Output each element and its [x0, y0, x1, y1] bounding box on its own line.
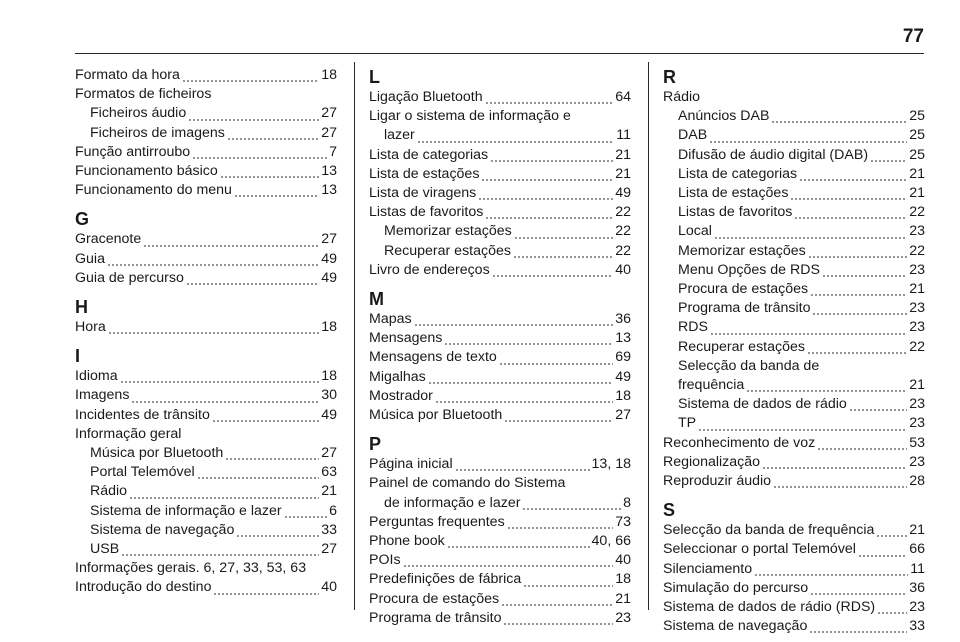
- entry-term: Lista de estações: [678, 185, 789, 202]
- dot-leader: [225, 458, 319, 460]
- entry-page-ref: 21: [909, 165, 925, 182]
- entry-page-ref: 27: [615, 407, 631, 424]
- index-entry: [663, 579, 925, 598]
- index-entry: [369, 513, 631, 532]
- index-entry: [369, 88, 631, 107]
- entry-page-ref: 22: [615, 204, 631, 221]
- dot-leader: [220, 176, 319, 178]
- dot-leader: [455, 469, 590, 471]
- entry-page-ref: 66: [909, 541, 925, 558]
- dot-leader: [817, 448, 907, 450]
- dot-leader: [188, 119, 319, 121]
- entry-page-ref: 22: [909, 204, 925, 221]
- index-subentry: [663, 222, 925, 241]
- dot-leader: [790, 198, 907, 200]
- index-entry: Informações gerais. 6, 27, 33, 53, 63: [75, 560, 307, 577]
- index-entry: [75, 181, 337, 200]
- entry-term: Mostrador: [369, 387, 433, 404]
- entry-term: Introdução do destino: [75, 579, 212, 596]
- dot-leader: [877, 612, 907, 614]
- entry-page-ref: 40: [321, 579, 337, 596]
- entry-term: Selecção da banda de frequência: [663, 522, 875, 539]
- entry-term: Guia: [75, 250, 105, 267]
- dot-leader: [698, 429, 907, 431]
- dot-leader: [754, 574, 908, 576]
- dot-leader: [417, 141, 615, 143]
- dot-leader: [492, 275, 614, 277]
- entry-page-ref: 27: [321, 541, 337, 558]
- dot-leader: [858, 555, 907, 557]
- entry-term: Página inicial: [369, 456, 453, 473]
- entry-term: Mapas: [369, 311, 412, 328]
- entry-page-ref: 33: [909, 618, 925, 635]
- index-subentry: [663, 165, 925, 184]
- index-entry: [663, 560, 925, 579]
- dot-leader: [447, 546, 590, 548]
- column-divider: [648, 62, 649, 610]
- index-letter-heading: I: [75, 346, 81, 367]
- entry-term: Funcionamento básico: [75, 163, 218, 180]
- entry-page-ref: 22: [909, 338, 925, 355]
- entry-term: de informação e lazer: [384, 494, 521, 511]
- index-entry: [75, 66, 337, 85]
- index-subentry: [663, 280, 925, 299]
- index-subentry: [663, 414, 925, 433]
- index-subentry: [663, 126, 925, 145]
- index-entry: [369, 348, 631, 367]
- dot-leader: [414, 324, 614, 326]
- entry-page-ref: 27: [321, 445, 337, 462]
- index-entry: [75, 230, 337, 249]
- entry-page-ref: 13: [321, 163, 337, 180]
- dot-leader: [490, 160, 613, 162]
- index-column-1: [75, 66, 337, 598]
- dot-leader: [481, 179, 613, 181]
- dot-leader: [234, 195, 319, 197]
- index-subentry: [663, 395, 925, 414]
- entry-term: USB: [90, 541, 120, 558]
- index-entry: [75, 318, 337, 337]
- index-entry: [663, 617, 925, 636]
- entry-term: Função antirroubo: [75, 143, 191, 160]
- entry-term: Programa de trânsito: [369, 609, 502, 626]
- dot-leader: [435, 401, 613, 403]
- entry-term: Lista de categorias: [678, 165, 798, 182]
- dot-leader: [501, 604, 613, 606]
- dot-leader: [522, 508, 621, 510]
- dot-leader: [444, 343, 613, 345]
- entry-term: Anúncios DAB: [678, 108, 770, 125]
- index-entry: [369, 551, 631, 570]
- entry-term: Incidentes de trânsito: [75, 406, 210, 423]
- entry-term: TP: [678, 415, 697, 432]
- index-entry: [369, 406, 631, 425]
- index-letter-heading: R: [663, 67, 676, 87]
- index-subentry: [75, 540, 337, 559]
- entry-term: Seleccionar o portal Telemóvel: [663, 541, 856, 558]
- dot-leader: [771, 121, 907, 123]
- entry-term: Guia de percurso: [75, 269, 184, 286]
- index-entry: [663, 521, 925, 540]
- dot-leader: [485, 217, 613, 219]
- entry-term: lazer: [384, 127, 415, 144]
- index-entry: [75, 406, 337, 425]
- entry-term: Sistema de informação e lazer: [90, 502, 282, 519]
- entry-page-ref: 18: [615, 571, 631, 588]
- entry-term: Procura de estações: [369, 590, 500, 607]
- index-entry: [369, 609, 631, 628]
- dot-leader: [809, 631, 907, 633]
- entry-term: Programa de trânsito: [678, 300, 811, 317]
- entry-term: Perguntas frequentes: [369, 513, 505, 530]
- index-entry: [369, 590, 631, 609]
- entry-page-ref: 49: [321, 269, 337, 286]
- entry-term: Hora: [75, 319, 106, 336]
- entry-term: Menu Opções de RDS: [678, 261, 820, 278]
- entry-page-ref: 21: [321, 483, 337, 500]
- dot-leader: [212, 420, 319, 422]
- index-entry: [369, 261, 631, 280]
- entry-page-ref: 21: [615, 590, 631, 607]
- index-subentry: [663, 338, 925, 357]
- entry-page-ref: 22: [909, 242, 925, 259]
- entry-term: Reconhecimento de voz: [663, 434, 816, 451]
- index-subentry: [663, 299, 925, 318]
- entry-term: Memorizar estações: [678, 242, 806, 259]
- entry-page-ref: 21: [909, 522, 925, 539]
- entry-term: Local: [678, 223, 712, 240]
- index-letter-heading: L: [369, 67, 380, 87]
- dot-leader: [523, 585, 613, 587]
- entry-term: Lista de viragens: [369, 185, 477, 202]
- index-entry: [369, 368, 631, 387]
- dot-leader: [507, 527, 614, 529]
- dot-leader: [810, 294, 907, 296]
- entry-term: Listas de favoritos: [678, 204, 793, 221]
- index-subentry: [75, 124, 337, 143]
- index-entry: [369, 329, 631, 348]
- index-entry: [75, 143, 337, 162]
- entry-page-ref: 23: [909, 415, 925, 432]
- dot-leader: [192, 157, 327, 159]
- index-entry: [75, 578, 337, 597]
- dot-leader: [799, 179, 907, 181]
- index-subentry: [369, 222, 631, 241]
- index-entry: [369, 146, 631, 165]
- index-letter-heading: H: [75, 297, 88, 318]
- index-column-3: [663, 66, 925, 636]
- index-letter-heading: M: [369, 289, 384, 310]
- entry-term: Reproduzir áudio: [663, 473, 772, 490]
- index-entry: [369, 203, 631, 222]
- entry-page-ref: 7: [329, 143, 337, 160]
- dot-leader: [485, 102, 614, 104]
- entry-term: Silenciamento: [663, 560, 753, 577]
- entry-term: Música por Bluetooth: [369, 407, 503, 424]
- entry-page-ref: 36: [615, 311, 631, 328]
- index-subentry: [75, 104, 337, 123]
- index-entry: [663, 472, 925, 491]
- entry-page-ref: 33: [321, 521, 337, 538]
- entry-page-ref: 23: [909, 453, 925, 470]
- entry-term: Sistema de dados de rádio (RDS): [663, 599, 876, 616]
- entry-page-ref: 25: [909, 108, 925, 125]
- entry-page-ref: 22: [615, 223, 631, 240]
- dot-leader: [808, 256, 907, 258]
- entry-term: Funcionamento do menu: [75, 182, 232, 199]
- entry-term: Gracenote: [75, 231, 142, 248]
- entry-page-ref: 23: [909, 396, 925, 413]
- index-entry: [369, 455, 631, 474]
- index-subentry: [75, 482, 337, 501]
- entry-term: Procura de estações: [678, 281, 809, 298]
- entry-page-ref: 23: [909, 261, 925, 278]
- entry-page-ref: 36: [909, 579, 925, 596]
- entry-page-ref: 30: [321, 387, 337, 404]
- dot-leader: [807, 352, 907, 354]
- index-entry: [663, 540, 925, 559]
- entry-term: Idioma: [75, 368, 118, 385]
- index-entry: [75, 250, 337, 269]
- dot-leader: [107, 264, 319, 266]
- dot-leader: [849, 409, 907, 411]
- entry-page-ref: 23: [909, 300, 925, 317]
- entry-page-ref: 11: [616, 127, 631, 144]
- dot-leader: [236, 535, 319, 537]
- entry-term: DAB: [678, 127, 708, 144]
- dot-leader: [182, 80, 319, 82]
- entry-page-ref: 49: [615, 185, 631, 202]
- dot-leader: [822, 275, 907, 277]
- entry-term: Difusão de áudio digital (DAB): [678, 146, 869, 163]
- dot-leader: [746, 390, 907, 392]
- index-entry-heading: Painel de comando do Sistema: [369, 475, 566, 492]
- page-number: 77: [902, 26, 924, 47]
- entry-term: Imagens: [75, 387, 130, 404]
- entry-term: Sistema de navegação: [90, 521, 235, 538]
- index-entry: [75, 367, 337, 386]
- index-subentry: [75, 521, 337, 540]
- dot-leader: [870, 160, 907, 162]
- entry-page-ref: 40: [615, 552, 631, 569]
- column-divider: [354, 62, 355, 610]
- index-subentry: [663, 146, 925, 165]
- entry-page-ref: 53: [909, 434, 925, 451]
- entry-page-ref: 40, 66: [591, 533, 631, 550]
- index-entry-heading: Informação geral: [75, 425, 182, 442]
- index-entry: [369, 165, 631, 184]
- entry-page-ref: 21: [909, 377, 925, 394]
- entry-page-ref: 27: [321, 231, 337, 248]
- dot-leader: [129, 497, 319, 499]
- index-entry: [663, 598, 925, 617]
- index-entry: [369, 387, 631, 406]
- dot-leader: [709, 141, 907, 143]
- index-subentry: [369, 126, 631, 145]
- index-subentry: [663, 107, 925, 126]
- entry-page-ref: 49: [615, 368, 631, 385]
- dot-leader: [876, 535, 907, 537]
- dot-leader: [710, 333, 907, 335]
- entry-term: Lista de categorias: [369, 146, 489, 163]
- entry-term: Recuperar estações: [678, 338, 805, 355]
- entry-page-ref: 18: [321, 368, 337, 385]
- index-entry: [369, 570, 631, 589]
- dot-leader: [143, 245, 319, 247]
- dot-leader: [503, 623, 613, 625]
- dot-leader: [478, 198, 613, 200]
- entry-page-ref: 8: [623, 494, 631, 511]
- index-letter-heading: S: [663, 500, 676, 521]
- index-subentry: [663, 376, 925, 395]
- entry-term: Listas de favoritos: [369, 204, 484, 221]
- entry-page-ref: 27: [321, 105, 337, 122]
- entry-term: frequência: [678, 377, 745, 394]
- entry-page-ref: 21: [615, 146, 631, 163]
- entry-term: Migalhas: [369, 368, 426, 385]
- index-subentry: [75, 463, 337, 482]
- entry-term: Mensagens: [369, 330, 443, 347]
- entry-term: RDS: [678, 319, 708, 336]
- dot-leader: [794, 217, 907, 219]
- index-entry: [75, 386, 337, 405]
- dot-leader: [121, 554, 319, 556]
- dot-leader: [499, 363, 613, 365]
- entry-page-ref: 25: [909, 127, 925, 144]
- index-entry-heading: Rádio: [663, 89, 701, 105]
- entry-page-ref: 69: [615, 349, 631, 366]
- dot-leader: [131, 401, 319, 403]
- entry-term: Portal Telemóvel: [90, 464, 195, 481]
- dot-leader: [213, 593, 319, 595]
- entry-page-ref: 18: [615, 387, 631, 404]
- dot-leader: [108, 332, 319, 334]
- index-entry: [75, 269, 337, 288]
- entry-term: Ficheiros áudio: [90, 105, 187, 122]
- entry-page-ref: 18: [321, 67, 337, 83]
- entry-term: Sistema de navegação: [663, 618, 808, 635]
- entry-page-ref: 23: [909, 223, 925, 240]
- index-entry: [369, 184, 631, 203]
- index-entry: [75, 162, 337, 181]
- entry-term: POIs: [369, 552, 401, 569]
- dot-leader: [714, 237, 907, 239]
- entry-term: Lista de estações: [369, 165, 480, 182]
- entry-term: Memorizar estações: [384, 223, 512, 240]
- index-entry-heading: Formatos de ficheiros: [75, 86, 212, 103]
- entry-page-ref: 6: [329, 502, 337, 519]
- entry-page-ref: 64: [615, 89, 631, 105]
- entry-page-ref: 25: [909, 146, 925, 163]
- index-subentry: [663, 203, 925, 222]
- index-entry: [369, 310, 631, 329]
- dot-leader: [227, 138, 319, 140]
- header-rule: [75, 53, 924, 54]
- entry-page-ref: 21: [615, 165, 631, 182]
- index-subentry: [663, 318, 925, 337]
- index-subentry: [369, 242, 631, 261]
- entry-term: Ligação Bluetooth: [369, 89, 483, 105]
- entry-term: Recuperar estações: [384, 242, 511, 259]
- entry-term: Simulação do percurso: [663, 579, 809, 596]
- entry-term: Ficheiros de imagens: [90, 124, 225, 141]
- entry-term: Phone book: [369, 533, 445, 550]
- dot-leader: [403, 565, 614, 567]
- dot-leader: [762, 467, 907, 469]
- index-entry-heading: Selecção da banda de: [678, 357, 820, 374]
- entry-term: Música por Bluetooth: [90, 445, 224, 462]
- index-subentry: [663, 184, 925, 203]
- dot-leader: [120, 381, 320, 383]
- index-entry: [663, 434, 925, 453]
- entry-page-ref: 49: [321, 250, 337, 267]
- entry-page-ref: 49: [321, 406, 337, 423]
- dot-leader: [812, 313, 907, 315]
- index-letter-heading: P: [369, 434, 382, 455]
- entry-page-ref: 63: [321, 464, 337, 481]
- entry-term: Regionalização: [663, 453, 761, 470]
- entry-term: Livro de endereços: [369, 261, 490, 278]
- dot-leader: [773, 486, 907, 488]
- entry-page-ref: 13: [615, 330, 631, 347]
- dot-leader: [197, 477, 320, 479]
- index-letter-heading: G: [75, 209, 90, 230]
- index-entry: [369, 532, 631, 551]
- index-subentry: [663, 242, 925, 261]
- entry-page-ref: 73: [615, 513, 631, 530]
- index-subentry: [663, 261, 925, 280]
- entry-page-ref: 40: [615, 261, 631, 278]
- entry-page-ref: 23: [909, 319, 925, 336]
- entry-page-ref: 13, 18: [591, 456, 631, 473]
- entry-page-ref: 23: [615, 609, 631, 626]
- dot-leader: [514, 237, 613, 239]
- index-subentry: [369, 494, 631, 513]
- index-column-2: [369, 66, 631, 628]
- entry-term: Predefinições de fábrica: [369, 571, 522, 588]
- entry-page-ref: 13: [321, 182, 337, 199]
- index-entry: [663, 453, 925, 472]
- entry-page-ref: 27: [321, 124, 337, 141]
- entry-page-ref: 21: [909, 281, 925, 298]
- entry-term: Formato da hora: [75, 67, 180, 83]
- dot-leader: [186, 283, 319, 285]
- entry-page-ref: 28: [909, 473, 925, 490]
- entry-term: Mensagens de texto: [369, 349, 497, 366]
- entry-page-ref: 23: [909, 599, 925, 616]
- index-subentry: [75, 444, 337, 463]
- dot-leader: [513, 256, 613, 258]
- dot-leader: [284, 516, 327, 518]
- entry-page-ref: 21: [909, 185, 925, 202]
- entry-page-ref: 11: [910, 560, 925, 577]
- dot-leader: [504, 420, 613, 422]
- entry-term: Sistema de dados de rádio: [678, 396, 847, 413]
- entry-term: Rádio: [90, 483, 128, 500]
- dot-leader: [428, 382, 613, 384]
- index-entry-heading: Ligar o sistema de informação e: [369, 108, 571, 125]
- index-subentry: [75, 502, 337, 521]
- entry-page-ref: 18: [321, 319, 337, 336]
- dot-leader: [810, 593, 907, 595]
- entry-page-ref: 22: [615, 242, 631, 259]
